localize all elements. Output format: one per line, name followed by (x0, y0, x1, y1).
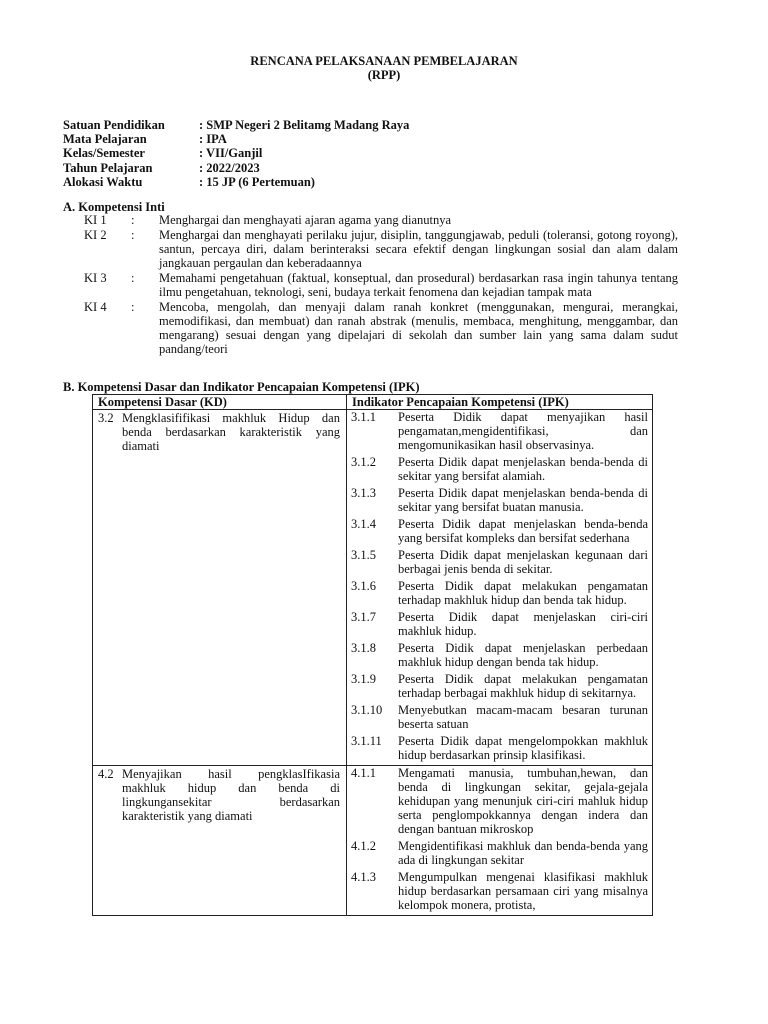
table-row (93, 410, 653, 766)
ipk-number: 3.1.5 (351, 548, 376, 562)
ipk-item (351, 672, 648, 700)
ipk-number: 3.1.8 (351, 641, 376, 655)
kompetensi-inti-list (84, 213, 678, 357)
identity-value: : 2022/2023 (199, 160, 260, 175)
ipk-item (351, 641, 648, 669)
ipk-number: 4.1.3 (351, 870, 376, 884)
ipk-number: 3.1.2 (351, 455, 376, 469)
section-b-heading: B. Kompetensi Dasar dan Indikator Pencapaian Kompetensi (IPK) (63, 380, 420, 394)
ipk-item (351, 517, 648, 545)
ki-item (84, 271, 678, 299)
ipk-number: 3.1.3 (351, 486, 376, 500)
kd-cell (93, 410, 347, 766)
ipk-cell (347, 766, 653, 916)
identity-label: Mata Pelajaran (63, 132, 147, 147)
ipk-text: Peserta Didik dapat menjelaskan benda-benda di sekitar yang bersifat alamiah. (398, 455, 648, 483)
ipk-item (351, 734, 648, 762)
identity-label: Satuan Pendidikan (63, 118, 165, 132)
identity-row (63, 175, 409, 189)
ipk-number: 3.1.4 (351, 517, 376, 531)
ipk-cell (347, 410, 653, 766)
identity-label: Kelas/Semester (63, 146, 145, 161)
ipk-text: Mengamati manusia, tumbuhan,hewan, dan benda di lingkungan sekitar, gejala-gejala kehidupan yang menunjuk ciri-ciri mahluk hidup serta penglompokkannya dengan indera dan dengan bantuan mikroskop (398, 766, 648, 836)
ipk-text: Menyebutkan macam-macam besaran turunan beserta satuan (398, 703, 648, 731)
ipk-number: 4.1.1 (351, 766, 376, 780)
ipk-text: Peserta Didik dapat menjelaskan kegunaan dari berbagai jenis benda di sekitar. (398, 548, 648, 576)
ipk-number: 3.1.11 (351, 734, 382, 748)
ipk-text: Peserta Didik dapat menjelaskan benda-benda yang bersifat kompleks dan bersifat sederhana (398, 517, 648, 545)
identity-value: : VII/Ganjil (199, 146, 263, 161)
ipk-text: Peserta Didik dapat melakukan pengamatan terhadap makhluk hidup dan benda tak hidup. (398, 579, 648, 607)
ki-item (84, 228, 678, 270)
ki-item (84, 213, 678, 227)
ipk-item (351, 455, 648, 483)
kd-text: Menyajikan hasil pengklasIfikasia makhluk hidup dan benda di lingkungansekitar berdasarkan karakteristik yang diamati (122, 767, 340, 823)
ipk-item (351, 548, 648, 576)
ipk-item (351, 703, 648, 731)
ki-text: Memahami pengetahuan (faktual, konseptual, dan prosedural) berdasarkan rasa ingin tahunya tentang ilmu pengetahuan, teknologi, seni, budaya terkait fenomena dan kejadian tampak mata (159, 271, 678, 299)
ipk-item (351, 410, 648, 452)
ipk-text: Peserta Didik dapat mengelompokkan makhluk hidup berdasarkan prinsip klasifikasi. (398, 734, 648, 762)
kd-number: 3.2 (98, 411, 114, 425)
kd-cell (93, 766, 347, 916)
ki-separator: : (131, 228, 135, 242)
column-header-kd: Kompetensi Dasar (KD) (93, 395, 347, 410)
ipk-text: Mengumpulkan mengenai klasifikasi makhluk hidup berdasarkan persamaan ciri yang misalnya kelompok monera, protista, (398, 870, 648, 912)
identity-value: : SMP Negeri 2 Belitamg Madang Raya (199, 118, 410, 132)
identity-row (63, 146, 409, 160)
column-header-ipk: Indikator Pencapaian Kompetensi (IPK) (347, 395, 653, 410)
ki-text: Mencoba, mengolah, dan menyaji dalam ranah konkret (menggunakan, mengurai, merangkai, memodifikasi, dan membuat) dan ranah abstrak (menulis, membaca, menghitung, menggambar, dan mengarang) sesuai dengan yang dipelajari di sekolah dan sumber lain yang sama dalam sudut pandang/teori (159, 300, 678, 356)
identity-value: : 15 JP (6 Pertemuan) (199, 174, 315, 189)
ipk-item (351, 766, 648, 836)
table-header-row (93, 395, 653, 410)
section-a-heading: A. Kompetensi Inti (63, 200, 165, 214)
ipk-item (351, 610, 648, 638)
ki-text: Menghargai dan menghayati perilaku jujur, disiplin, tanggungjawab, peduli (toleransi, gotong royong), santun, percaya diri, dalam berinteraksi secara efektif dengan lingkungan sosial dan alam dalam jangkauan pergaulan dan keberadaannya (159, 228, 678, 270)
ki-separator: : (131, 213, 135, 227)
ipk-number: 3.1.10 (351, 703, 383, 717)
identity-value: : IPA (199, 132, 227, 147)
identity-label: Tahun Pelajaran (63, 160, 153, 175)
ki-code: KI 1 (84, 213, 107, 227)
ipk-text: Peserta Didik dapat menyajikan hasil pengamatan,mengidentifikasi, dan mengomunikasikan hasil observasinya. (398, 410, 648, 452)
ki-code: KI 2 (84, 228, 107, 242)
ki-code: KI 3 (84, 271, 107, 285)
ki-separator: : (131, 300, 135, 314)
ipk-text: Peserta Didik dapat menjelaskan perbedaan makhluk hidup dengan benda tak hidup. (398, 641, 648, 669)
ki-item (84, 300, 678, 356)
identity-row (63, 118, 409, 132)
ipk-text: Peserta Didik dapat menjelaskan benda-benda di sekitar yang bersifat buatan manusia. (398, 486, 648, 514)
ipk-number: 4.1.2 (351, 839, 376, 853)
ipk-text: Mengidentifikasi makhluk dan benda-benda yang ada di lingkungan sekitar (398, 839, 648, 867)
kd-ipk-table (92, 394, 653, 916)
table-row (93, 766, 653, 916)
kd-text: Mengklasififikasi makhluk Hidup dan benda berdasarkan karakteristik yang diamati (122, 411, 340, 453)
identity-row (63, 161, 409, 175)
document-title: RENCANA PELAKSANAAN PEMBELAJARAN (250, 54, 518, 68)
ipk-text: Peserta Didik dapat melakukan pengamatan terhadap berbagai makhluk hidup di sekitarnya. (398, 672, 648, 700)
ki-separator: : (131, 271, 135, 285)
document-subtitle: (RPP) (367, 68, 401, 82)
ipk-number: 3.1.7 (351, 610, 376, 624)
ipk-item (351, 839, 648, 867)
identity-block (63, 118, 409, 189)
identity-label: Alokasi Waktu (63, 174, 143, 189)
ipk-number: 3.1.1 (351, 410, 376, 424)
ipk-item (351, 579, 648, 607)
ki-text: Menghargai dan menghayati ajaran agama yang dianutnya (159, 213, 452, 227)
ipk-number: 3.1.9 (351, 672, 376, 686)
identity-row (63, 132, 409, 146)
ipk-item (351, 870, 648, 912)
kd-number: 4.2 (98, 767, 114, 781)
ipk-number: 3.1.6 (351, 579, 376, 593)
ipk-item (351, 486, 648, 514)
ipk-text: Peserta Didik dapat menjelaskan ciri-ciri makhluk hidup. (398, 610, 648, 638)
ki-code: KI 4 (84, 300, 107, 314)
